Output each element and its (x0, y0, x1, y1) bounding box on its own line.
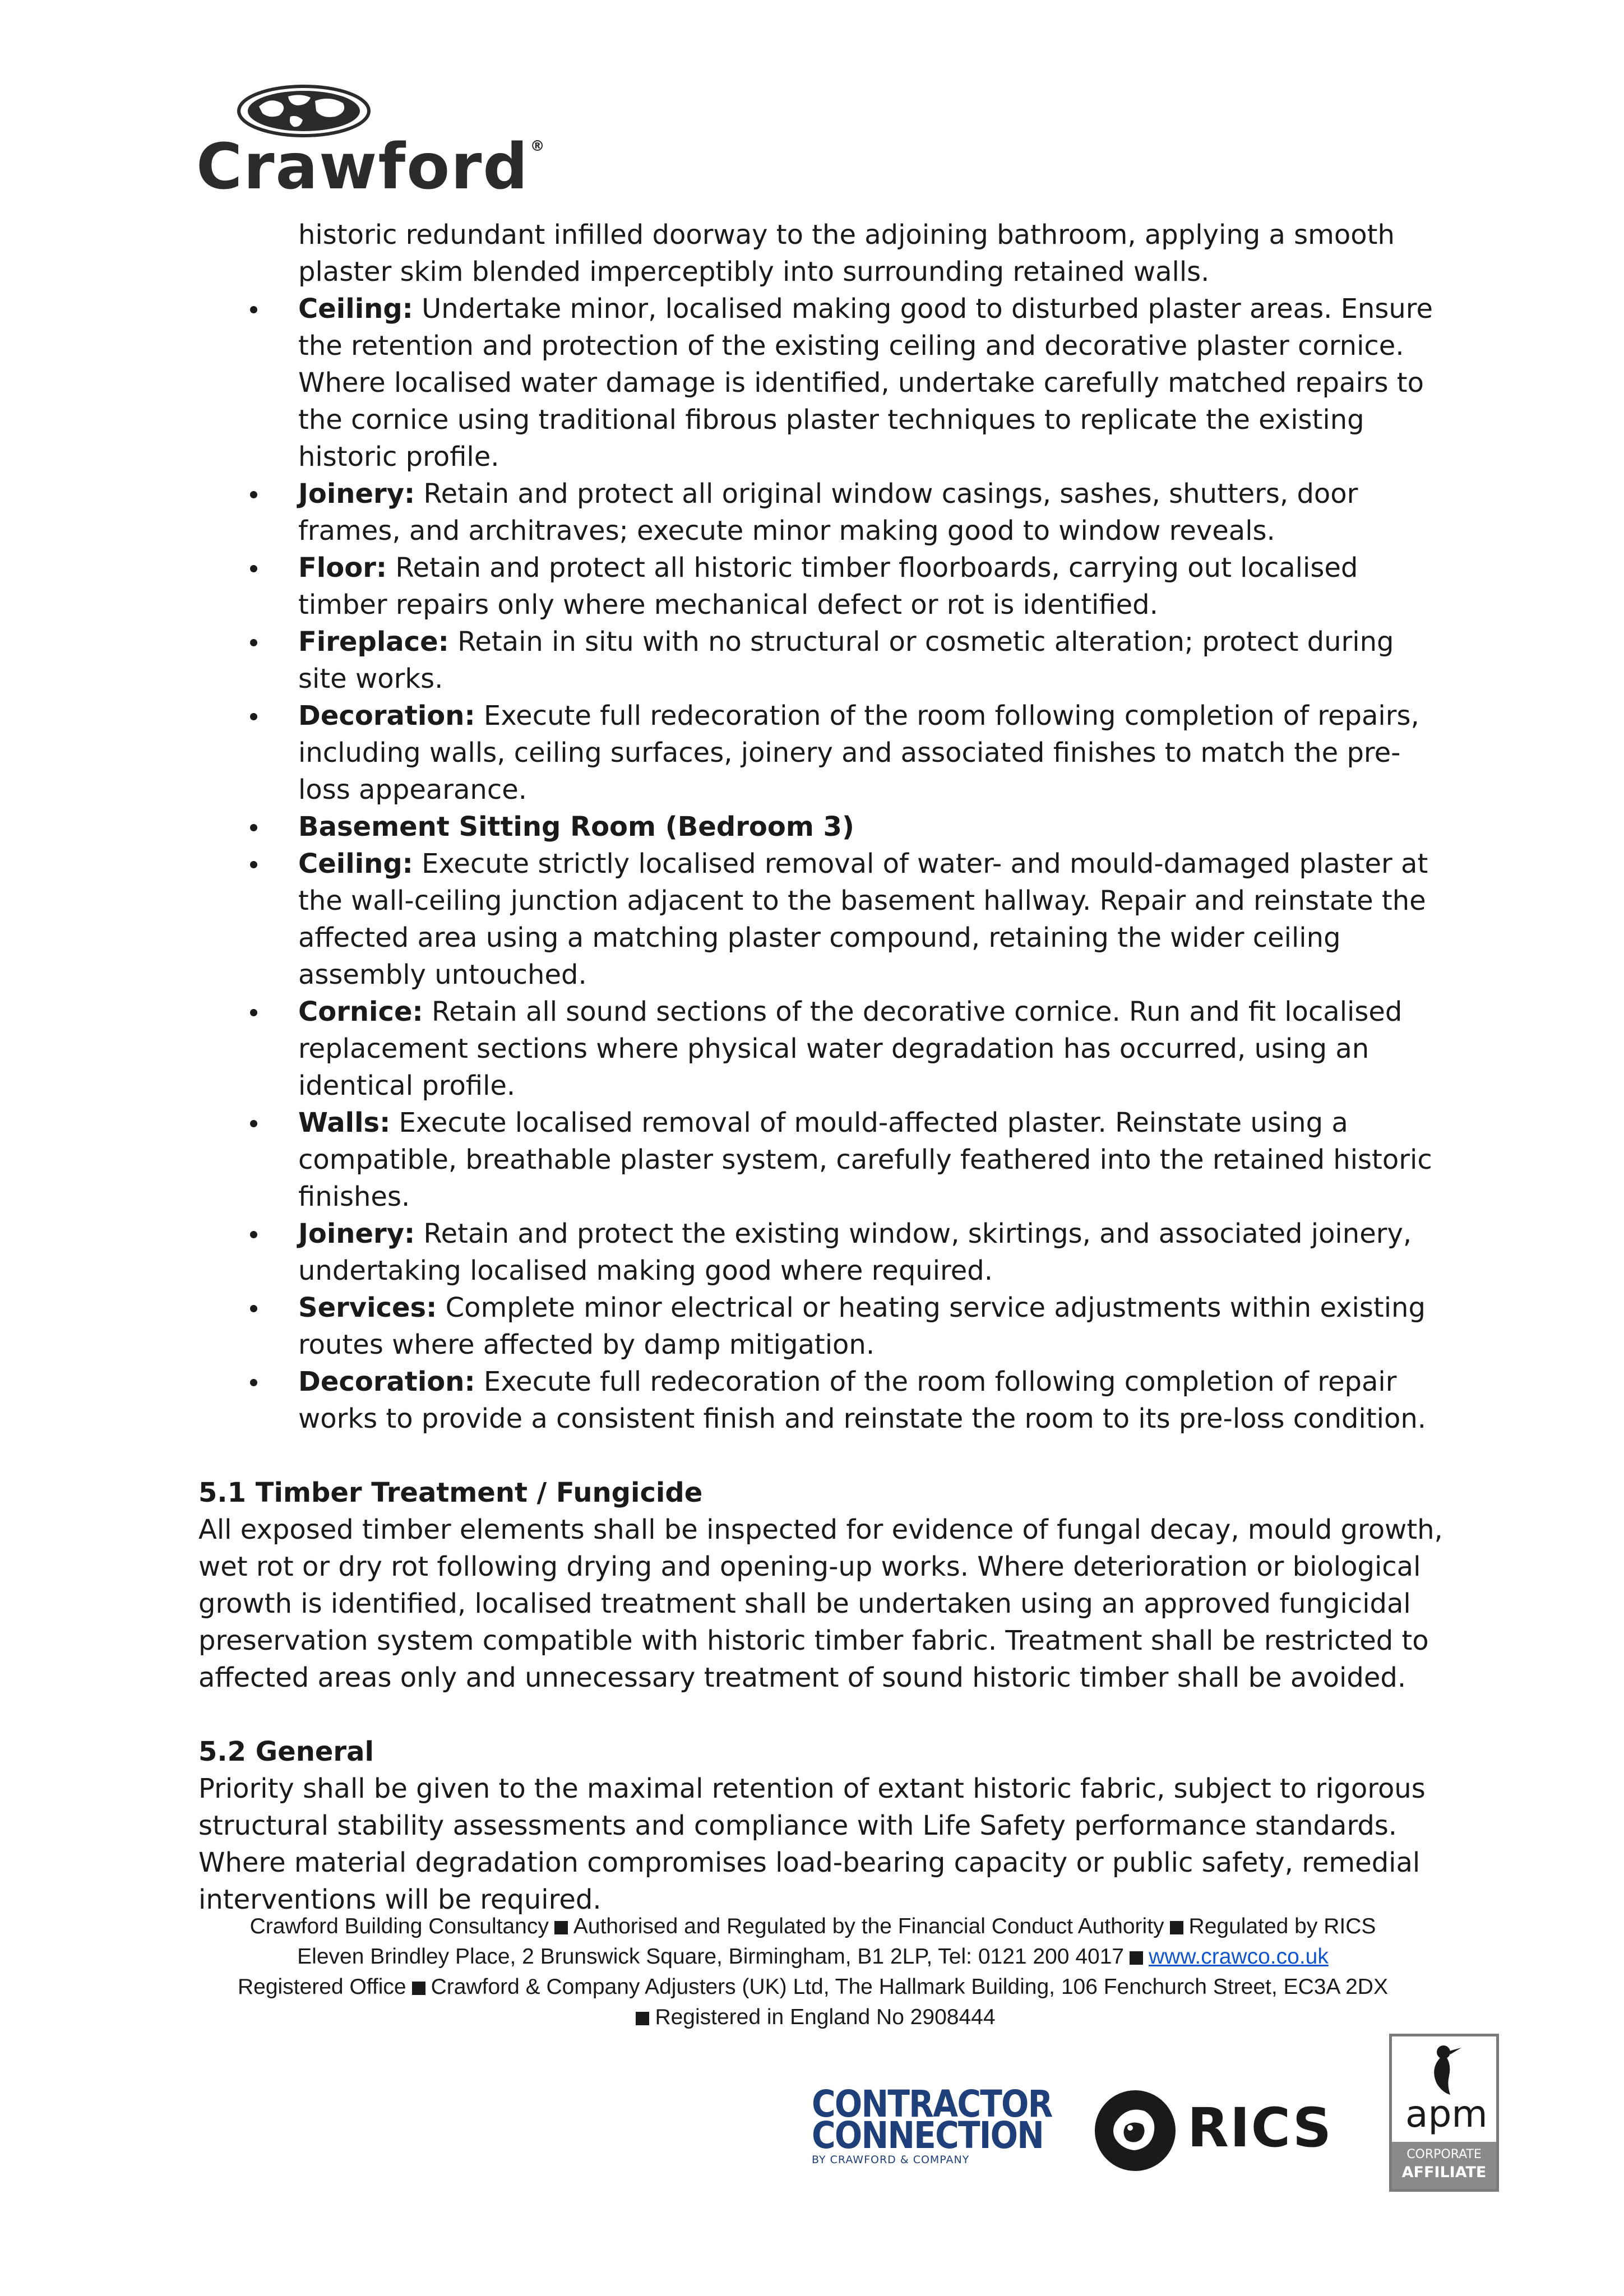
document-body (198, 216, 1443, 1918)
globe-icon (237, 84, 371, 138)
bullet-text: Execute full redecoration of the room following completion of repairs, including walls, ceiling surfaces, joinery and associated finishes to match the pre-loss appearance. (298, 700, 1419, 806)
bullet-item (198, 1363, 1443, 1437)
footer-line-4: Registered in England No 2908444 (168, 2002, 1458, 2033)
section-title: 5.2 General (198, 1736, 374, 1767)
bullet-dot-icon (250, 824, 257, 831)
section-body: Priority shall be given to the maximal retention of extant historic fabric, subject to rigorous structural stability assessments and compliance with Life Safety performance standards. Where material degradation compromises load-bearing capacity or public safety, remedial interventions will be required. (198, 1773, 1426, 1915)
bullet-item (198, 993, 1443, 1104)
bullet-item (198, 697, 1443, 808)
bullet-dot-icon (250, 1231, 257, 1238)
bullet-label: Joinery: (298, 1218, 415, 1249)
bullet-label: Floor: (298, 552, 387, 584)
logo-text: Crawford (196, 131, 529, 203)
bullet-dot-icon (250, 1379, 257, 1386)
bullet-label: Ceiling: (298, 293, 413, 325)
bullet-dot-icon (250, 861, 257, 868)
bullet-dot-icon (250, 1120, 257, 1127)
bullet-text: Retain and protect the existing window, skirtings, and associated joinery, undertaking localised making good where required. (298, 1218, 1412, 1286)
bullet-text: Execute localised removal of mould-affected plaster. Reinstate using a compatible, breathable plaster system, carefully feathered into the retained historic finishes. (298, 1107, 1432, 1212)
square-bullet-icon (636, 2012, 649, 2025)
bullet-item (198, 216, 1443, 290)
bullet-text: Undertake minor, localised making good to disturbed plaster areas. Ensure the retention and protection of the existing ceiling and decorative plaster cornice. Where localised water damage is identified, undertake carefully matched repairs to the cornice using traditional fibrous plaster techniques to replicate the existing historic profile. (298, 293, 1433, 473)
bullet-dot-icon (250, 306, 257, 313)
apm-logo: apm CORPORATE AFFILIATE (1389, 2034, 1499, 2192)
rics-logo: RICS (1093, 2089, 1340, 2173)
bullet-item (198, 1104, 1443, 1215)
bullet-label: Walls: (298, 1107, 391, 1138)
bullet-item (198, 549, 1443, 623)
bullet-label: Joinery: (298, 478, 415, 510)
bullet-label: Cornice: (298, 996, 423, 1027)
square-bullet-icon (1170, 1921, 1183, 1934)
bullet-text: Retain and protect all historic timber floorboards, carrying out localised timber repairs only where mechanical defect or rot is identified. (298, 552, 1358, 621)
bullet-text: Execute full redecoration of the room following completion of repair works to provide a consistent finish and reinstate the room to its pre-loss condition. (298, 1366, 1426, 1434)
bullet-item (198, 623, 1443, 697)
bullet-label: Basement Sitting Room (Bedroom 3) (298, 811, 854, 843)
bullet-label: Fireplace: (298, 626, 449, 658)
website-link[interactable]: www.crawco.co.uk (1149, 1945, 1329, 1969)
section-body: All exposed timber elements shall be inspected for evidence of fungal decay, mould growth, wet rot or dry rot following drying and opening-up works. Where deterioration or biological growth is identified, localised treatment shall be undertaken using an approved fungicidal preservation system compatible with historic timber fabric. Treatment shall be restricted to affected areas only and unnecessary treatment of sound historic timber shall be avoided. (198, 1514, 1443, 1693)
bullet-text: Retain in situ with no structural or cosmetic alteration; protect during site works. (298, 626, 1394, 695)
bullet-label: Ceiling: (298, 848, 413, 879)
bullet-dot-icon (250, 639, 257, 646)
lion-icon (1093, 2089, 1177, 2173)
bullet-dot-icon (250, 1009, 257, 1016)
footer (168, 1911, 1458, 2033)
bullet-dot-icon (250, 713, 257, 720)
footer-line-3: Registered Office Crawford & Company Adjusters (UK) Ltd, The Hallmark Building, 106 Fenchurch Street, EC3A 2DX (238, 1975, 1388, 1999)
bullet-label: Decoration: (298, 1366, 475, 1397)
bullet-label: Services: (298, 1292, 437, 1323)
bullet-list (198, 216, 1443, 1437)
bullet-item (198, 845, 1443, 993)
square-bullet-icon (412, 1982, 425, 1995)
bullet-text: Complete minor electrical or heating service adjustments within existing routes where affected by damp mitigation. (298, 1292, 1426, 1360)
footer-line-1: Crawford Building Consultancy Authorised and Regulated by the Financial Conduct Authority Regulated by RICS (249, 1914, 1376, 1938)
sections (198, 1474, 1443, 1918)
crawford-logo (196, 84, 546, 203)
bullet-text: historic redundant infilled doorway to the adjoining bathroom, applying a smooth plaster skim blended imperceptibly into surrounding retained walls. (298, 219, 1395, 288)
bullet-dot-icon (250, 565, 257, 572)
bullet-text: Retain all sound sections of the decorative cornice. Run and fit localised replacement sections where physical water degradation has occurred, using an identical profile. (298, 996, 1403, 1101)
footer-line-2: Eleven Brindley Place, 2 Brunswick Square, Birmingham, B1 2LP, Tel: 0121 200 4017 www.crawco.co.uk (297, 1945, 1329, 1969)
registered-mark: ® (530, 138, 546, 155)
section-title: 5.1 Timber Treatment / Fungicide (198, 1477, 703, 1508)
section-general (198, 1733, 1443, 1918)
bullet-item (198, 475, 1443, 549)
bullet-dot-icon (250, 1305, 257, 1312)
bullet-text: Retain and protect all original window casings, sashes, shutters, door frames, and architraves; execute minor making good to window reveals. (298, 478, 1358, 547)
bullet-item (198, 290, 1443, 475)
section-timber-treatment (198, 1474, 1443, 1696)
contractor-connection-logo: CONTRACTOR CONNECTION BY CRAWFORD & COMPANY (812, 2082, 1052, 2166)
bullet-text: Execute strictly localised removal of water- and mould-damaged plaster at the wall-ceiling junction adjacent to the basement hallway. Repair and reinstate the affected area using a matching plaster compound, retaining the wider ceiling assembly untouched. (298, 848, 1428, 990)
bullet-item (198, 1289, 1443, 1363)
bullet-dot-icon (250, 491, 257, 498)
square-bullet-icon (554, 1921, 568, 1934)
square-bullet-icon (1130, 1951, 1143, 1965)
bullet-item (198, 1215, 1443, 1289)
bullet-label: Decoration: (298, 700, 475, 732)
bird-icon (1423, 2041, 1468, 2097)
bullet-item (198, 808, 1443, 845)
